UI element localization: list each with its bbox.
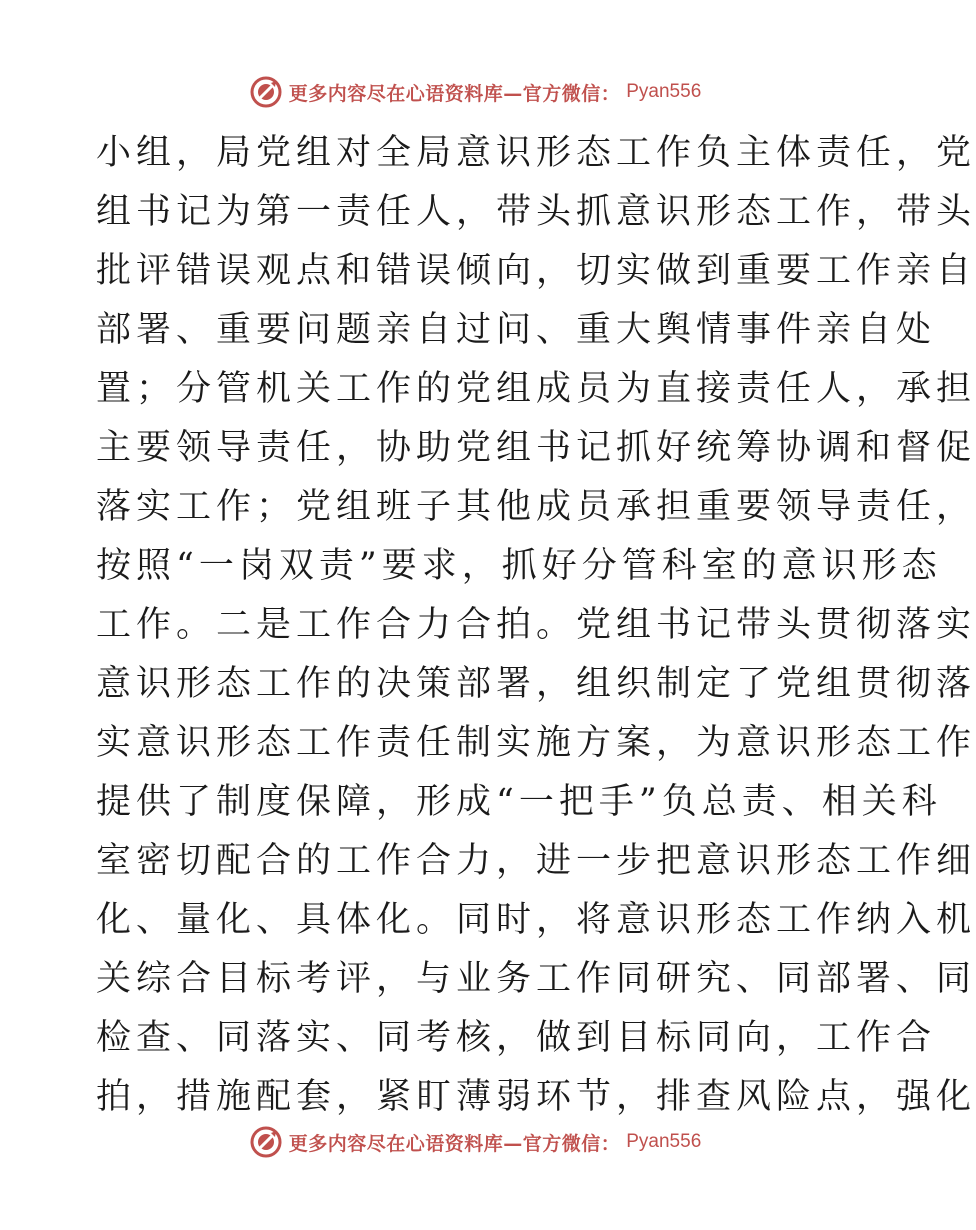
text-line: 实意识形态工作责任制实施方案，为意识形态工作 [96,723,976,763]
watermark-site-text: 更多内容尽在心语资料库—官方微信： [288,1132,621,1155]
text-line: 组书记为第一责任人，带头抓意识形态工作，带头 [96,192,976,232]
text-line: 室密切配合的工作合力，进一步把意识形态工作细 [96,841,976,881]
text-line: 置；分管机关工作的党组成员为直接责任人，承担 [96,369,976,409]
text-line: 拍，措施配套，紧盯薄弱环节，排查风险点，强化 [96,1077,976,1117]
text-line: 提供了制度保障，形成“一把手”负总责、相关科 [96,782,942,822]
footer-watermark [0,1122,950,1162]
text-line: 部署、重要问题亲自过问、重大舆情事件亲自处 [96,310,937,350]
text-line: 主要领导责任，协助党组书记抓好统筹协调和督促 [96,428,976,468]
text-line: 关综合目标考评，与业务工作同研究、同部署、同 [96,959,976,999]
text-line: 小组，局党组对全局意识形态工作负主体责任，党 [96,133,976,173]
logo-icon [249,1125,283,1159]
logo-icon [249,75,283,109]
document-body [96,124,976,1127]
text-line: 落实工作；党组班子其他成员承担重要领导责任， [96,487,976,527]
watermark-site-text: 更多内容尽在心语资料库—官方微信： [288,82,621,105]
text-line: 工作。二是工作合力合拍。党组书记带头贯彻落实 [96,605,976,645]
text-line: 按照“一岗双责”要求，抓好分管科室的意识形态 [96,546,942,586]
watermark-wechat-id: Pyan556 [626,81,702,102]
text-line: 意识形态工作的决策部署，组织制定了党组贯彻落 [96,664,976,704]
text-line: 化、量化、具体化。同时，将意识形态工作纳入机 [96,900,976,940]
header-watermark [0,72,950,112]
text-line: 检查、同落实、同考核，做到目标同向，工作合 [96,1018,937,1058]
text-line: 批评错误观点和错误倾向，切实做到重要工作亲自 [96,251,976,291]
watermark-wechat-id: Pyan556 [626,1131,702,1152]
